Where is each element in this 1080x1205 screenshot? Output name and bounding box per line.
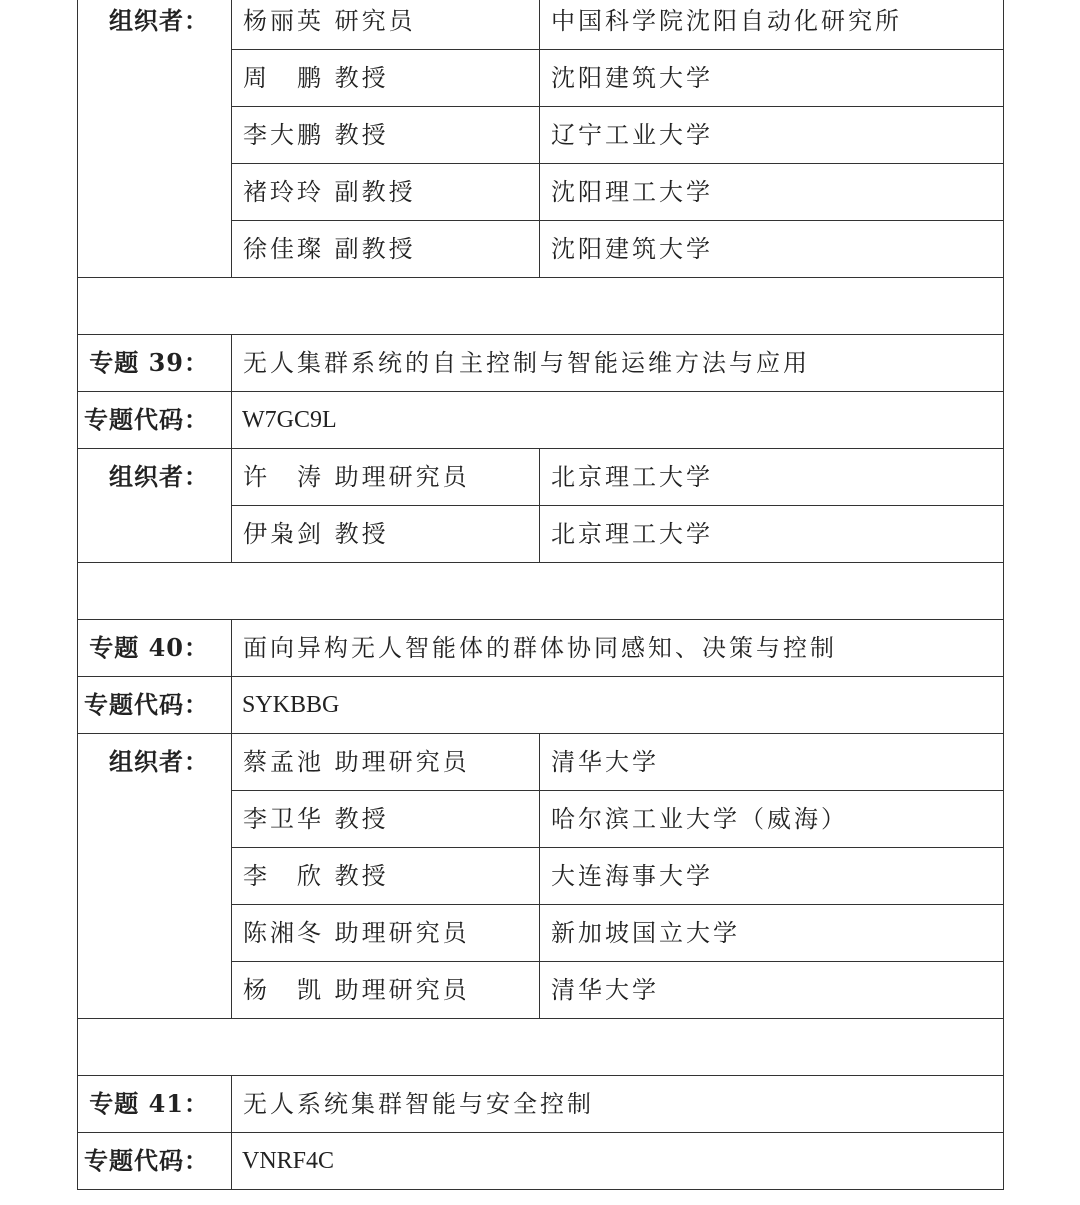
code-row [78,1133,1004,1190]
organizer-affiliation: 沈阳建筑大学 [540,221,1004,278]
topic-title: 无人系统集群智能与安全控制 [232,1076,1004,1133]
organizer-affiliation: 清华大学 [540,734,1004,791]
topic-label: 专题 39： [78,335,232,392]
code-row [78,392,1004,449]
blank-cell [78,563,1004,620]
organizers-label: 组织者： [78,734,232,1019]
organizer-name: 杨 凯 助理研究员 [232,962,540,1019]
separator-row [78,563,1004,620]
separator-row [78,1019,1004,1076]
topic-code: W7GC9L [232,392,1004,449]
topic-title: 面向异构无人智能体的群体协同感知、决策与控制 [232,620,1004,677]
organizer-affiliation: 大连海事大学 [540,848,1004,905]
organizer-affiliation: 北京理工大学 [540,449,1004,506]
organizer-affiliation: 北京理工大学 [540,506,1004,563]
organizer-name: 许 涛 助理研究员 [232,449,540,506]
separator-row [78,278,1004,335]
organizer-affiliation: 沈阳建筑大学 [540,50,1004,107]
topic-label: 专题 41： [78,1076,232,1133]
organizer-name: 陈湘冬 助理研究员 [232,905,540,962]
code-label: 专题代码： [78,677,232,734]
code-row [78,677,1004,734]
topic-row [78,620,1004,677]
organizer-row [78,0,1004,50]
code-label: 专题代码： [78,392,232,449]
organizer-row [78,734,1004,791]
organizer-name: 李大鹏 教授 [232,107,540,164]
blank-cell [78,278,1004,335]
code-label: 专题代码： [78,1133,232,1190]
topic-code: VNRF4C [232,1133,1004,1190]
organizer-affiliation: 辽宁工业大学 [540,107,1004,164]
organizer-affiliation: 沈阳理工大学 [540,164,1004,221]
topic-label: 专题 40： [78,620,232,677]
organizer-name: 伊枭剑 教授 [232,506,540,563]
organizer-affiliation: 哈尔滨工业大学（威海） [540,791,1004,848]
topic-code: SYKBBG [232,677,1004,734]
organizer-name: 徐佳璨 副教授 [232,221,540,278]
organizer-name: 李卫华 教授 [232,791,540,848]
organizer-name: 蔡孟池 助理研究员 [232,734,540,791]
topic-row [78,335,1004,392]
organizer-affiliation: 新加坡国立大学 [540,905,1004,962]
organizer-affiliation: 中国科学院沈阳自动化研究所 [540,0,1004,50]
special-sessions-table [77,0,1004,1190]
organizer-name: 李 欣 教授 [232,848,540,905]
organizer-name: 褚玲玲 副教授 [232,164,540,221]
topic-row [78,1076,1004,1133]
organizer-name: 杨丽英 研究员 [232,0,540,50]
topic-title: 无人集群系统的自主控制与智能运维方法与应用 [232,335,1004,392]
blank-cell [78,1019,1004,1076]
organizers-label: 组织者： [78,449,232,563]
organizer-affiliation: 清华大学 [540,962,1004,1019]
organizer-row [78,449,1004,506]
organizer-name: 周 鹏 教授 [232,50,540,107]
organizers-label: 组织者： [78,0,232,278]
